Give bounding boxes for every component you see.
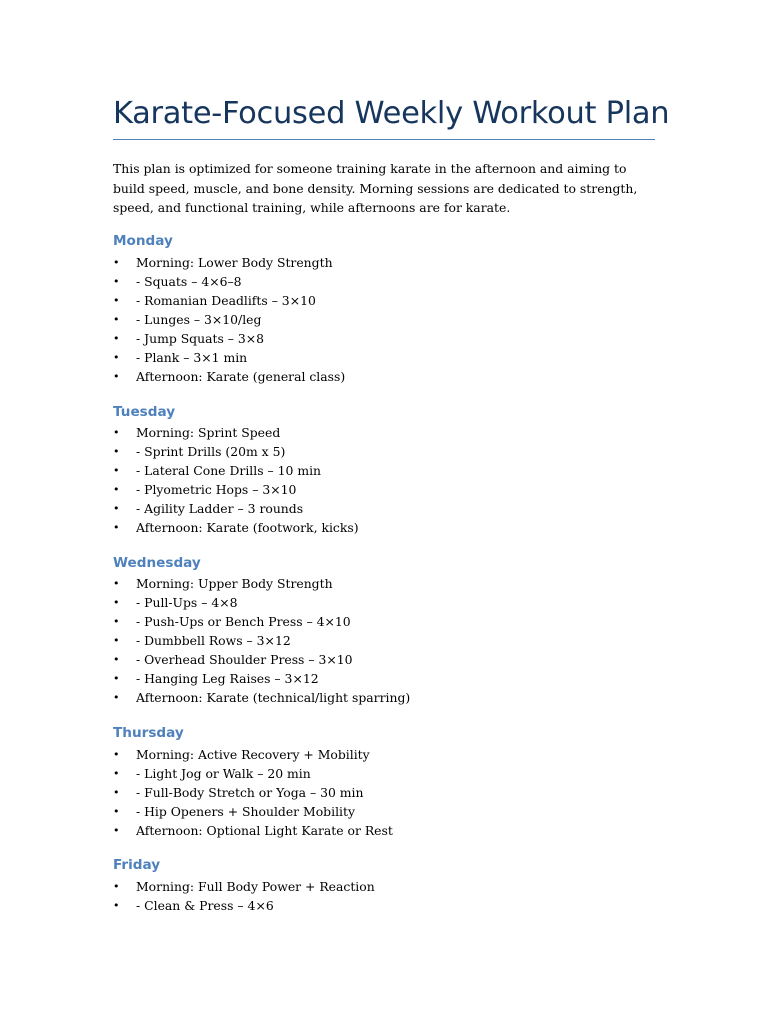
bullet-icon: • [113, 351, 120, 364]
bullet-icon: • [113, 786, 120, 799]
list-item [113, 329, 673, 348]
intro-paragraph: This plan is optimized for someone training karate in the afternoon and aiming to build speed, muscle, and bone density. Morning sessions are dedicated to strength, speed, and functional training, while afternoons are for karate. [113, 161, 638, 215]
bullet-icon: • [113, 426, 120, 439]
bullet-icon: • [113, 615, 120, 628]
list-item [113, 688, 673, 707]
bullet-icon: • [113, 483, 120, 496]
day-list-monday [113, 253, 673, 386]
title-underline-rule [113, 139, 655, 140]
bullet-icon: • [113, 596, 120, 609]
list-item-text: Afternoon: Karate (technical/light sparring) [136, 690, 411, 705]
day-heading-thursday: Thursday [113, 725, 184, 741]
bullet-icon: • [113, 445, 120, 458]
list-item-text: - Hip Openers + Shoulder Mobility [136, 804, 355, 819]
bullet-icon: • [113, 294, 120, 307]
list-item [113, 291, 673, 310]
list-item-text: Morning: Active Recovery + Mobility [136, 747, 370, 762]
list-item-text: Morning: Lower Body Strength [136, 255, 333, 270]
list-item [113, 423, 673, 442]
list-item [113, 480, 673, 499]
list-item-text: Morning: Sprint Speed [136, 425, 281, 440]
list-item [113, 310, 673, 329]
bullet-icon: • [113, 332, 120, 345]
bullet-icon: • [113, 256, 120, 269]
list-item-text: Afternoon: Optional Light Karate or Rest [136, 823, 393, 838]
bullet-icon: • [113, 824, 120, 837]
list-item [113, 574, 673, 593]
bullet-icon: • [113, 748, 120, 761]
list-item-text: - Full-Body Stretch or Yoga – 30 min [136, 785, 364, 800]
list-item-text: - Pull-Ups – 4×8 [136, 595, 238, 610]
list-item-text: - Romanian Deadlifts – 3×10 [136, 293, 316, 308]
list-item [113, 442, 673, 461]
bullet-icon: • [113, 767, 120, 780]
bullet-icon: • [113, 672, 120, 685]
list-item [113, 612, 673, 631]
list-item-text: Morning: Full Body Power + Reaction [136, 879, 375, 894]
day-list-wednesday [113, 574, 673, 707]
list-item-text: - Dumbbell Rows – 3×12 [136, 633, 291, 648]
bullet-icon: • [113, 521, 120, 534]
bullet-icon: • [113, 502, 120, 515]
list-item [113, 669, 673, 688]
list-item-text: - Squats – 4×6–8 [136, 274, 242, 289]
list-item-text: Afternoon: Karate (general class) [136, 369, 346, 384]
document-title: Karate-Focused Weekly Workout Plan [113, 96, 670, 131]
bullet-icon: • [113, 313, 120, 326]
list-item [113, 896, 673, 915]
bullet-icon: • [113, 899, 120, 912]
list-item [113, 821, 673, 840]
list-item-text: Morning: Upper Body Strength [136, 576, 333, 591]
list-item [113, 650, 673, 669]
bullet-icon: • [113, 577, 120, 590]
list-item [113, 593, 673, 612]
list-item-text: - Overhead Shoulder Press – 3×10 [136, 652, 353, 667]
list-item [113, 783, 673, 802]
day-heading-wednesday: Wednesday [113, 555, 201, 571]
list-item [113, 745, 673, 764]
list-item-text: - Lateral Cone Drills – 10 min [136, 463, 322, 478]
list-item-text: Afternoon: Karate (footwork, kicks) [136, 520, 359, 535]
bullet-icon: • [113, 880, 120, 893]
bullet-icon: • [113, 634, 120, 647]
list-item [113, 461, 673, 480]
bullet-icon: • [113, 370, 120, 383]
bullet-icon: • [113, 691, 120, 704]
bullet-icon: • [113, 275, 120, 288]
list-item [113, 348, 673, 367]
list-item-text: - Light Jog or Walk – 20 min [136, 766, 311, 781]
day-list-friday [113, 877, 673, 915]
day-list-tuesday [113, 423, 673, 537]
list-item [113, 518, 673, 537]
bullet-icon: • [113, 805, 120, 818]
list-item-text: - Sprint Drills (20m x 5) [136, 444, 286, 459]
list-item [113, 631, 673, 650]
list-item-text: - Agility Ladder – 3 rounds [136, 501, 304, 516]
bullet-icon: • [113, 464, 120, 477]
list-item-text: - Hanging Leg Raises – 3×12 [136, 671, 319, 686]
list-item-text: - Lunges – 3×10/leg [136, 312, 262, 327]
list-item-text: - Jump Squats – 3×8 [136, 331, 265, 346]
list-item-text: - Clean & Press – 4×6 [136, 898, 274, 913]
list-item [113, 253, 673, 272]
list-item-text: - Push-Ups or Bench Press – 4×10 [136, 614, 351, 629]
list-item [113, 802, 673, 821]
list-item-text: - Plank – 3×1 min [136, 350, 248, 365]
day-list-thursday [113, 745, 673, 840]
list-item [113, 272, 673, 291]
day-heading-tuesday: Tuesday [113, 404, 176, 420]
day-heading-friday: Friday [113, 857, 161, 873]
list-item [113, 499, 673, 518]
day-heading-monday: Monday [113, 233, 173, 249]
list-item-text: - Plyometric Hops – 3×10 [136, 482, 297, 497]
list-item [113, 367, 673, 386]
list-item [113, 764, 673, 783]
bullet-icon: • [113, 653, 120, 666]
list-item [113, 877, 673, 896]
